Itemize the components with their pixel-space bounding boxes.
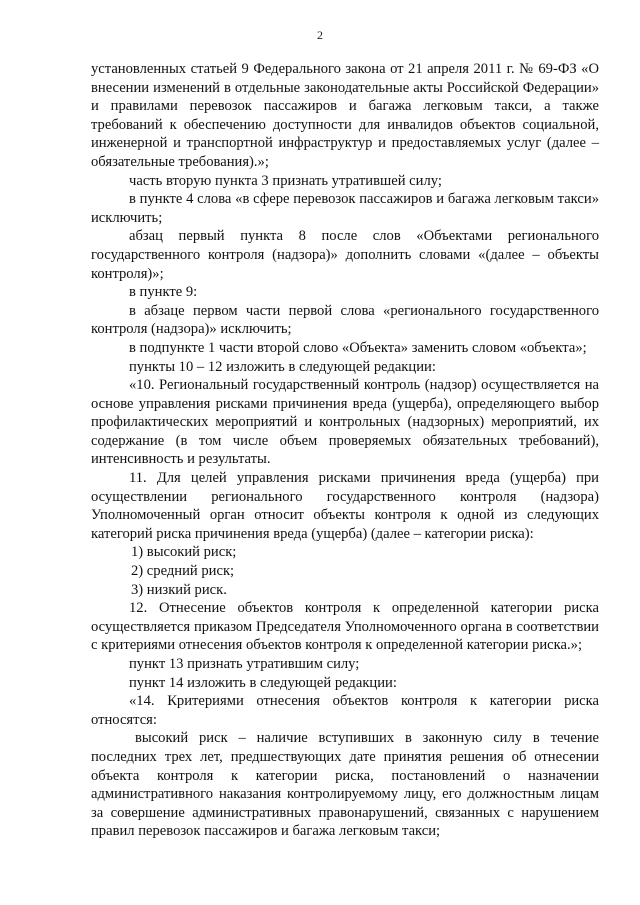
paragraph: «14. Критериями отнесения объектов контроля к категории риска относятся: <box>91 693 599 728</box>
paragraph: 11. Для целей управления рисками причинения вреда (ущерба) при осуществлении регионального государственного контроля (надзора) Уполномоченный орган относит объекты контроля к одной из следующих категорий риска причинения вреда (ущерба) (далее – категории риска): <box>91 470 599 542</box>
document-body <box>91 60 599 841</box>
list-item: 2) средний риск; <box>131 563 235 580</box>
paragraph: в пункте 4 слова «в сфере перевозок пассажиров и багажа легковым такси» исключить; <box>91 191 599 226</box>
paragraph: пункты 10 – 12 изложить в следующей редакции: <box>129 358 436 375</box>
paragraph: абзац первый пункта 8 после слов «Объектами регионального государственного контроля (надзора)» дополнить словами «(далее – объекты контроля)»; <box>91 228 599 282</box>
paragraph: пункт 13 признать утратившим силу; <box>129 656 360 672</box>
paragraph: в подпункте 1 части второй слово «Объекта» заменить словом «объекта»; <box>129 339 587 356</box>
list-item: 3) низкий риск. <box>131 581 227 598</box>
paragraph: часть вторую пункта 3 признать утратившей силу; <box>129 172 442 189</box>
paragraph: высокий риск – наличие вступивших в законную силу в течение последних трех лет, предшествующих дате принятия решения об отнесении объекта контроля к категории риска, постановлений о назначении административного наказания контролируемому лицу, его должностным лицам за совершение административных правонарушений, связанных с нарушением правил перевозок пассажиров и багажа легковым такси; <box>91 730 599 840</box>
paragraph: «10. Региональный государственный контроль (надзор) осуществляется на основе управления рисками причинения вреда (ущерба), определяющего выбор профилактических мероприятий и контрольных (надзорных) мероприятий, их содержание (в том числе объем проверяемых обязательных требований), интенсивность и результаты. <box>91 377 599 468</box>
paragraph-continuation: установленных статьей 9 Федерального закона от 21 апреля 2011 г. № 69-ФЗ «О внесении изменений в отдельные законодательные акты Российской Федерации» и правилами перевозок пассажиров и багажа легковым такси, а также требований к обеспечению доступности для инвалидов объектов социальной, инженерной и транспортной инфраструктур и предоставляемых услуг (далее – обязательные требования).»; <box>91 61 599 170</box>
list-item: 1) высокий риск; <box>131 544 237 561</box>
paragraph: 12. Отнесение объектов контроля к определенной категории риска осуществляется приказом Председателя Уполномоченного органа в соответствии с критериями отнесения объектов контроля к определенной категории риска.»; <box>91 600 599 654</box>
paragraph: в пункте 9: <box>129 284 198 301</box>
paragraph: пункт 14 изложить в следующей редакции: <box>129 674 397 691</box>
paragraph: в абзаце первом части первой слова «регионального государственного контроля (надзора)» исключить; <box>91 302 599 338</box>
page-number: 2 <box>317 28 323 42</box>
